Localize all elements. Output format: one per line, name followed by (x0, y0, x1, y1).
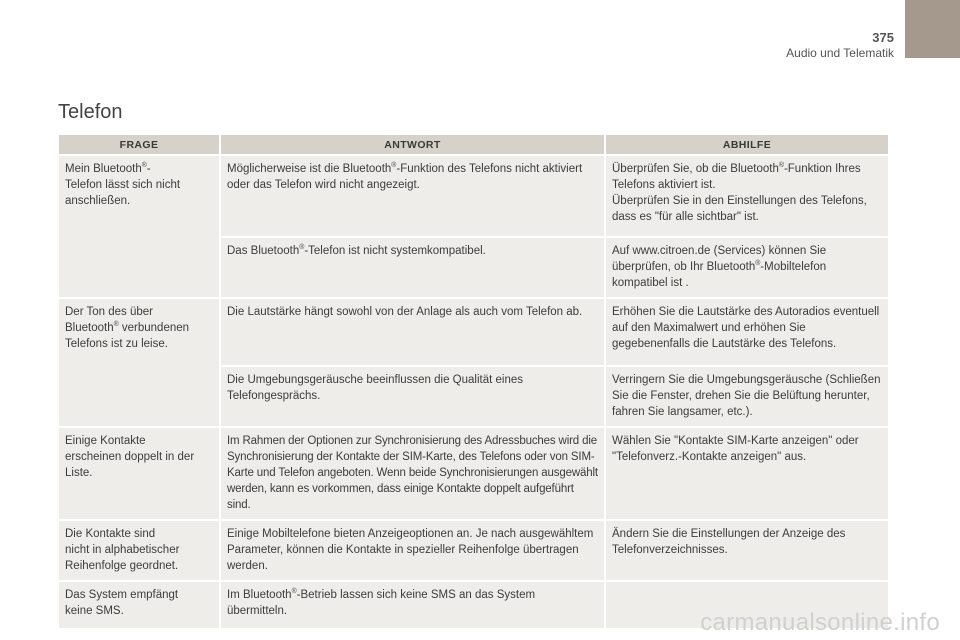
remedy-cell (606, 367, 888, 426)
answer-cell (221, 238, 604, 297)
remedy-cell (606, 521, 888, 580)
answer-cell (221, 521, 604, 580)
remedy-text: Erhöhen Sie die Lautstärke des Autoradios eventuell auf den Maximalwert und erhöhen Sie gegebenenfalls die Lautstärke des Telefons. (612, 306, 880, 350)
answer-text: Einige Mobiltelefone bieten Anzeigeoptionen an. Je nach ausgewähltem Parameter, können die Kontakte in spezieller Reihenfolge übertragen werden. (227, 528, 594, 572)
question-cell (59, 582, 219, 628)
remedy-cell (606, 299, 888, 365)
question-text: Der Ton des über Bluetooth® verbundenen Telefons ist zu leise. (65, 306, 190, 350)
remedy-text: Wählen Sie "Kontakte SIM-Karte anzeigen" oder "Telefonverz.-Kontakte anzeigen" aus. (612, 435, 859, 463)
table-row (59, 428, 888, 519)
remedy-cell (606, 238, 888, 297)
page-title: Telefon (58, 101, 123, 123)
remedy-text: Ändern Sie die Einstellungen der Anzeige des Telefonverzeichnisses. (612, 528, 846, 556)
question-cell (59, 521, 219, 580)
column-header-abhilfe: ABHILFE (606, 135, 888, 154)
table-header-row (59, 135, 888, 154)
answer-cell (221, 299, 604, 365)
table-row (59, 156, 888, 236)
question-cell (59, 156, 219, 297)
page-number: 375 (872, 30, 894, 45)
table-row (59, 521, 888, 580)
answer-text: Im Bluetooth®-Betrieb lassen sich keine SMS an das System übermitteln. (227, 588, 536, 617)
column-header-antwort: ANTWORT (221, 135, 604, 154)
answer-cell (221, 367, 604, 426)
remedy-text: Überprüfen Sie, ob die Bluetooth®-Funktion Ihres Telefons aktiviert ist. Überprüfen Sie in den Einstellungen des Telefons, dass es "für alle sichtbar" ist. (612, 162, 867, 223)
answer-cell (221, 428, 604, 519)
question-text: Das System empfängt keine SMS. (65, 589, 179, 617)
table-row (59, 299, 888, 365)
remedy-cell (606, 156, 888, 236)
question-cell (59, 428, 219, 519)
section-label: Audio und Telematik (786, 46, 894, 60)
answer-cell (221, 582, 604, 628)
watermark: carmanualsonline.info (700, 609, 940, 636)
remedy-cell (606, 428, 888, 519)
question-cell (59, 299, 219, 426)
column-header-frage: FRAGE (59, 135, 219, 154)
answer-cell (221, 156, 604, 236)
remedy-text: Auf www.citroen.de (Services) können Sie überprüfen, ob Ihr Bluetooth®-Mobiltelefon kompatibel ist . (612, 245, 827, 289)
answer-text: Die Umgebungsgeräusche beeinflussen die Qualität eines Telefongesprächs. (227, 374, 523, 402)
question-text: Mein Bluetooth®- Telefon lässt sich nicht anschließen. (65, 162, 181, 207)
question-text: Die Kontakte sind nicht in alphabetischer Reihenfolge geordnet. (65, 528, 180, 572)
answer-text: Die Lautstärke hängt sowohl von der Anlage als auch vom Telefon ab. (227, 306, 583, 318)
answer-text: Im Rahmen der Optionen zur Synchronisierung des Adressbuches wird die Synchronisierung der Kontakte der SIM-Karte, des Telefons oder von SIM-Karte und Telefon angeboten. Wenn beide Synchronisierungen ausgewählt werden, kann es vorkommen, dass einige Kontakte doppelt aufgeführt sind. (227, 435, 598, 511)
answer-text: Möglicherweise ist die Bluetooth®-Funktion des Telefons nicht aktiviert oder das Telefon wird nicht angezeigt. (227, 162, 583, 191)
remedy-text: Verringern Sie die Umgebungsgeräusche (Schließen Sie die Fenster, drehen Sie die Belüftung herunter, fahren Sie langsamer, etc.). (612, 374, 881, 418)
question-text: Einige Kontakte erscheinen doppelt in der Liste. (65, 435, 195, 479)
chapter-tab (905, 0, 960, 58)
faq-table (57, 133, 890, 630)
answer-text: Das Bluetooth®-Telefon ist nicht systemkompatibel. (227, 244, 486, 257)
